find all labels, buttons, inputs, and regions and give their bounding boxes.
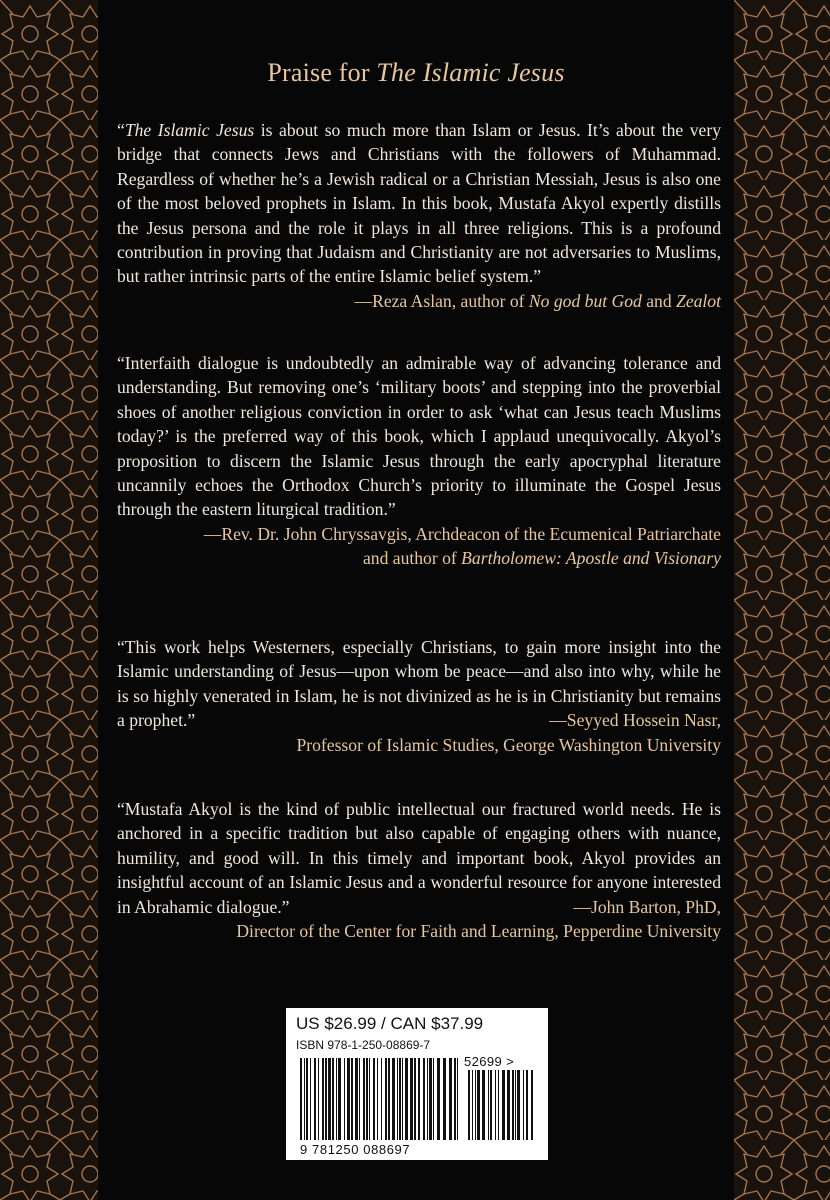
barcode-icon: [286, 1008, 548, 1160]
quote-body: “Interfaith dialogue is undoubtedly an admirable way of advancing tolerance and understanding. But removing one’s ‘military boots’ and stepping into the proverbial shoes of another religious conviction in order to ask ‘what can Jesus teach Muslims today?’ is the preferred way of this book, which I applaud unequivocally. Akyol’s proposition to discern the Islamic Jesus through the early apocryphal literature uncannily echoes the Orthodox Church’s priority to illuminate the Gospel Jesus through the eastern liturgical tradition.”: [117, 353, 721, 520]
blurb-chryssavgis: [117, 351, 721, 571]
attribution: [354, 289, 721, 313]
blurb-text: “The Islamic Jesus is about so much more than Islam or Jesus. It’s about the very bridge that connects Jews and Christians with the followers of Muhammad. Regardless of whether he’s a Jewish radical or a Christian Messiah, Jesus is also one of the most beloved prophets in Islam. In this book, Mustafa Akyol expertly distills the Jesus persona and the role it plays in all three religions. This is a profound contribution in proving that Judaism and Christianity are not adversaries to Muslims, but rather intrinsic parts of the entire Islamic belief system.” —Reza Aslan, author of No god but God and Zealot: [117, 118, 721, 289]
ean-digits: 9 781250 088697: [300, 1142, 411, 1157]
right-pattern-border: [734, 0, 830, 1200]
quote-body: “Mustafa Akyol is the kind of public intellectual our fractured world needs. He is anchored in a specific tradition but also capable of engaging others with nuance, humility, and good will. In this timely and important book, Akyol provides an insightful account of an Islamic Jesus and a wonderful resource for anyone interested in Abrahamic dialogue.”: [117, 799, 721, 917]
ean-barcode: [300, 1058, 458, 1140]
attribution-line-1: —Seyyed Hossein Nasr,: [549, 710, 721, 731]
attribution-work-1: No god but God: [528, 290, 642, 311]
blurb-aslan: [117, 118, 721, 313]
blurb-text: [117, 635, 721, 733]
heading-title: The Islamic Jesus: [376, 58, 565, 87]
blurb-text: [117, 797, 721, 919]
geometric-pattern-left: [0, 0, 98, 1200]
price-label: US $26.99 / CAN $37.99: [296, 1014, 484, 1033]
addon-digits: 52699 >: [464, 1054, 515, 1069]
left-pattern-border: [0, 0, 98, 1200]
blurb-nasr: [117, 635, 721, 757]
attribution-line-2: [117, 546, 721, 570]
attribution-line-2: Director of the Center for Faith and Learning, Pepperdine University: [236, 921, 721, 942]
attribution-line-1: —Rev. Dr. John Chryssavgis, Archdeacon of the Ecumenical Patriarchate: [203, 523, 721, 544]
barcode-box: [286, 1008, 548, 1160]
praise-heading: [98, 58, 734, 88]
attribution-name: —Reza Aslan, author of: [354, 290, 529, 311]
quote-body: “This work helps Westerners, especially Christians, to gain more insight into the Islamic understanding of Jesus—upon whom be peace—and also into why, while he is so highly venerated in Islam, he is not divinized as he is in Christianity but remains a prophet.”: [117, 637, 721, 731]
attribution-line-1: —John Barton, PhD,: [573, 896, 721, 917]
quote-body: is about so much more than Islam or Jesus. It’s about the very bridge that connects Jews and Christians with the followers of Muhammad. Regardless of whether he’s a Jewish radical or a Christian Messiah, Jesus is also one of the most beloved prophets in Islam. In this book, Mustafa Akyol expertly distills the Jesus persona and the role it plays in all three religions. This is a profound contribution in proving that Judaism and Christianity are not adversaries to Muslims, but rather intrinsic parts of the entire Islamic belief system.”: [117, 120, 721, 287]
blurb-barton: [117, 797, 721, 943]
attribution-join: and: [641, 290, 677, 311]
attribution-line-2: Professor of Islamic Studies, George Washington University: [296, 734, 721, 755]
addon-barcode: [468, 1070, 533, 1140]
attribution-work: Bartholomew: Apostle and Visionary: [461, 548, 721, 569]
geometric-pattern-right: [734, 0, 830, 1200]
attribution-prefix: and author of: [362, 548, 462, 569]
attribution-work-2: Zealot: [676, 290, 721, 311]
isbn-label: ISBN 978-1-250-08869-7: [296, 1038, 431, 1052]
book-title: The Islamic Jesus: [124, 120, 255, 140]
heading-prefix: Praise for: [267, 58, 377, 87]
